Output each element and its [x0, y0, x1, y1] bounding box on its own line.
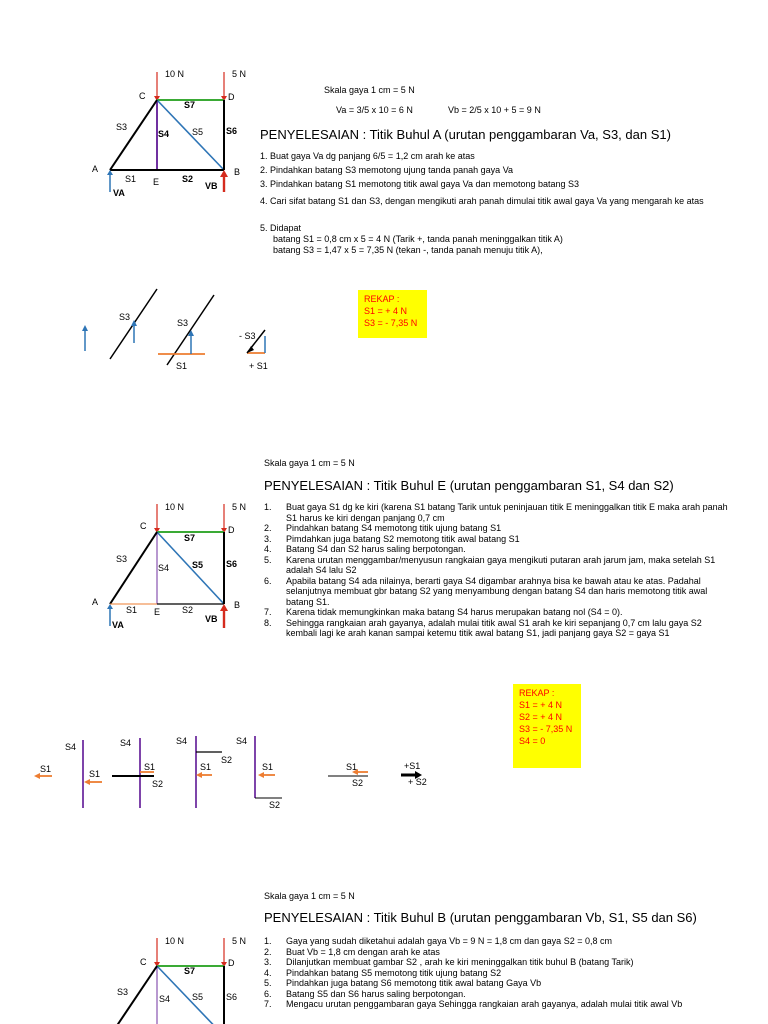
member-label-s4: S4 [159, 994, 171, 1004]
rekap-line: S3 = - 7,35 N [519, 724, 573, 734]
step-text: 2. Pindahkan batang S3 memotong ujung tanda panah gaya Va [260, 165, 514, 175]
fig-label-neg-s3: - S3 [239, 331, 256, 341]
rekap-box-2 [513, 684, 581, 768]
list-item: 4. Pindahkan batang S5 memotong titik ujung batang S2 [264, 967, 502, 978]
member-label-s6: S6 [226, 992, 238, 1002]
list-item: 7. Karena tidak memungkinkan maka batang S4 harus merupakan batang nol (S4 = 0). [264, 607, 623, 617]
step-text: 1. Buat gaya Va dg panjang 6/5 = 1,2 cm arah ke atas [260, 151, 475, 161]
rekap-title: REKAP : [519, 688, 555, 698]
rekap-line: S1 = + 4 N [519, 700, 563, 710]
force-label-d: 5 N [232, 936, 247, 946]
fig-label-s1: S1 [40, 764, 52, 774]
force-label-d: 5 N [232, 69, 247, 79]
reaction-label-va: VA [112, 620, 124, 630]
fig-label-pos-s2: + S2 [408, 777, 427, 787]
list-item: 1. Buat gaya S1 dg ke kiri (karena S1 batang Tarik untuk peninjauan titik E meninggalkan titik E maka arah panah S1 harus ke kiri dengan panjang 0,7 cm [264, 502, 728, 523]
scale-note-3: Skala gaya 1 cm = 5 N [264, 891, 355, 901]
section-heading-1: PENYELESAIAN : Titik Buhul A (urutan penggambaran Va, S3, dan S1) [260, 127, 671, 142]
member-label-s5: S5 [192, 992, 204, 1002]
list-item: 8. Sehingga rangkaian arah gayanya, adalah mulai titik awal S1 arah ke kiri sepanjang 0,7 cm lalu gaya S2 kembali lagi ke arah kanan sampai ketemu titik awal batang S1, jadi panjang gaya S2 = gaya S1 [264, 617, 702, 638]
fig-label-s4: S4 [120, 738, 132, 748]
truss-diagram-2 [80, 496, 250, 636]
fig-label-s1: S1 [89, 769, 101, 779]
scale-note-2: Skala gaya 1 cm = 5 N [264, 458, 355, 468]
truss-diagram-1 [80, 62, 250, 202]
rekap-line: S3 = - 7,35 N [364, 318, 418, 328]
fig-label-s4: S4 [176, 736, 188, 746]
node-label-a: A [92, 164, 99, 174]
fig-label-pos-s1: +S1 [404, 761, 421, 771]
section-heading-2: PENYELESAIAN : Titik Buhul E (urutan penggambaran S1, S4 dan S2) [264, 478, 674, 493]
member-label-s3: S3 [117, 987, 129, 997]
rekap-line: S1 = + 4 N [364, 306, 408, 316]
step-text: 5. Didapat [260, 223, 302, 233]
step-list-3 [264, 936, 734, 1024]
result-s1: batang S1 = 0,8 cm x 5 = 4 N (Tarik +, tanda panah meninggalkan titik A) [273, 234, 563, 244]
member-label-s5: S5 [192, 560, 204, 570]
list-item: 6. Batang S5 dan S6 harus saling berpotongan. [264, 988, 466, 999]
node-label-c: C [140, 521, 147, 531]
rekap-line: S2 = + 4 N [519, 712, 563, 722]
node-label-b: B [234, 167, 241, 177]
step-text: 3. Pindahkan batang S1 memotong titik awal gaya Va dan memotong batang S3 [260, 179, 580, 189]
list-item: 1. Gaya yang sudah diketahui adalah gaya Vb = 9 N = 1,8 cm dan gaya S2 = 0,8 cm [264, 936, 612, 946]
force-label-d: 5 N [232, 502, 247, 512]
truss-diagram-3 [80, 928, 250, 1024]
list-item: 5. Pindahkan juga batang S6 memotong titik awal batang Gaya Vb [264, 978, 542, 988]
member-label-s6: S6 [226, 559, 238, 569]
step-list-2 [264, 502, 734, 639]
reaction-label-va: VA [113, 188, 125, 198]
list-item: 3. Pimdahkan juga batang S2 memotong titik awal batang S1 [264, 533, 520, 544]
rekap-box-1 [358, 290, 427, 338]
force-polygon-e [30, 732, 440, 812]
node-label-e: E [154, 607, 161, 617]
node-label-a: A [92, 597, 99, 607]
fig-label-s2: S2 [352, 778, 364, 788]
node-label-d: D [228, 525, 235, 535]
force-label-c: 10 N [165, 502, 185, 512]
reaction-label-vb: VB [205, 614, 218, 624]
force-polygon-a [75, 283, 295, 375]
fig-label-s4: S4 [236, 736, 248, 746]
node-label-d: D [228, 92, 235, 102]
member-label-s3: S3 [116, 554, 128, 564]
node-label-e: E [153, 177, 160, 187]
member-label-s7: S7 [184, 966, 196, 976]
result-s3: batang S3 = 1,47 x 5 = 7,35 N (tekan -, tanda panah menuju titik A), [273, 245, 543, 255]
list-item: 6. Apabila batang S4 ada nilainya, berarti gaya S4 digambar arahnya bisa ke bawah atau ke atas. Padahal selanjutnya membuat gbr batang S2 yang menyambung dengan batang S4 dan haris memotong titik awal batang S1. [264, 575, 708, 607]
member-label-s7: S7 [184, 100, 196, 110]
member-label-s2: S2 [182, 605, 194, 615]
fig-label-s1: S1 [346, 762, 358, 772]
fig-label-s1: S1 [176, 361, 188, 371]
member-label-s4: S4 [158, 129, 170, 139]
step-text: 4. Cari sifat batang S1 dan S3, dengan mengikuti arah panah dimulai titik awal gaya Va yang mengarah ke atas [260, 196, 704, 206]
fig-label-s1: S1 [144, 762, 156, 772]
list-item: 3. Dilanjutkan membuat gambar S2 , arah ke kiri meninggalkan titik buhul B (batang Tarik) [264, 957, 634, 967]
force-label-c: 10 N [165, 69, 185, 79]
node-label-d: D [228, 958, 235, 968]
list-item: 2. Pindahkan batang S4 memotong titik ujung batang S1 [264, 523, 502, 533]
list-item: 4. Batang S4 dan S2 harus saling berpotongan. [264, 544, 466, 554]
fig-label-s3: S3 [177, 318, 189, 328]
fig-label-pos-s1: + S1 [249, 361, 268, 371]
fig-label-s2: S2 [152, 779, 164, 789]
force-label-c: 10 N [165, 936, 185, 946]
fig-label-s2: S2 [269, 800, 281, 810]
fig-label-s1: S1 [200, 762, 212, 772]
member-label-s7: S7 [184, 533, 196, 543]
fig-label-s4: S4 [65, 742, 77, 752]
member-label-s2: S2 [182, 174, 194, 184]
section-heading-3: PENYELESAIAN : Titik Buhul B (urutan penggambaran Vb, S1, S5 dan S6) [264, 910, 697, 925]
reaction-label-vb: VB [205, 181, 218, 191]
member-label-s1: S1 [126, 605, 138, 615]
list-item: 7. Mengacu urutan penggambaran gaya Sehingga rangkaian arah gayanya, adalah mulai titik awal Vb [264, 999, 683, 1009]
fig-label-s1: S1 [262, 762, 274, 772]
member-label-s5: S5 [192, 127, 204, 137]
member-label-s3: S3 [116, 122, 128, 132]
rekap-line: S4 = 0 [519, 736, 546, 746]
member-label-s6: S6 [226, 126, 238, 136]
va-equation: Va = 3/5 x 10 = 6 N [336, 105, 413, 115]
member-label-s1: S1 [125, 174, 137, 184]
fig-label-s3: S3 [119, 312, 131, 322]
node-label-c: C [139, 91, 146, 101]
list-item: 5. Karena urutan menggambar/menyusun rangkaian gaya mengikuti putaran arah jarum jam, maka setelah S1 adalah S4 lalu S2 [264, 554, 716, 575]
member-label-s4: S4 [158, 563, 170, 573]
vb-equation: Vb = 2/5 x 10 + 5 = 9 N [448, 105, 541, 115]
node-label-c: C [140, 957, 147, 967]
step-list-1 [260, 151, 710, 256]
node-label-b: B [234, 600, 241, 610]
list-item: 2. Buat Vb = 1,8 cm dengan arah ke atas [264, 946, 440, 957]
rekap-title: REKAP : [364, 294, 400, 304]
scale-note-1: Skala gaya 1 cm = 5 N [324, 85, 415, 95]
fig-label-s2: S2 [221, 755, 233, 765]
